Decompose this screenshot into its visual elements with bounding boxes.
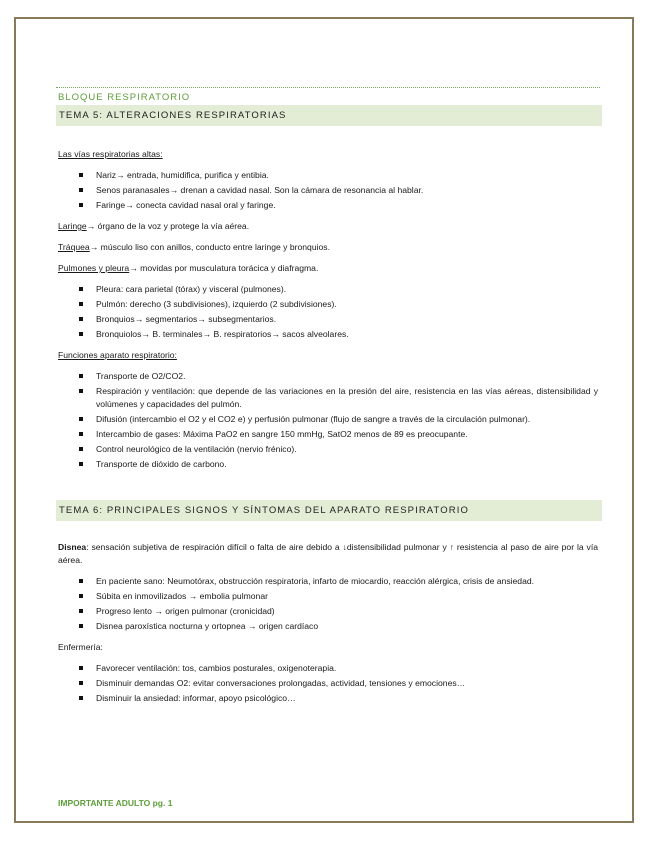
list-item: Disminuir demandas O2: evitar conversaciones prolongadas, actividad, tensiones y emociones… (58, 677, 598, 690)
bullet-icon (79, 287, 83, 291)
pulmones-list (58, 283, 598, 341)
bullet-icon (79, 462, 83, 466)
bullet-icon (79, 579, 83, 583)
list-item: Transporte de dióxido de carbono. (58, 458, 598, 471)
enfermeria-list (58, 662, 598, 705)
list-item: Intercambio de gases: Máxima PaO2 en sangre 150 mmHg, SatO2 menos de 89 es preocupante. (58, 428, 598, 441)
bullet-icon (79, 173, 83, 177)
bullet-icon (79, 681, 83, 685)
bullet-icon (79, 666, 83, 670)
laringe-line: Laringe→ órgano de la voz y protege la vía aérea. (58, 221, 250, 231)
block-label: BLOQUE RESPIRATORIO (58, 92, 191, 103)
vias-list (58, 169, 598, 212)
funciones-list (58, 370, 598, 471)
pulmones-line: Pulmones y pleura→ movidas por musculatura torácica y diafragma. (58, 263, 319, 273)
funciones-heading: Funciones aparato respiratorio: (58, 350, 177, 360)
list-item: Pleura: cara parietal (tórax) y visceral (pulmones). (58, 283, 598, 296)
bullet-icon (79, 317, 83, 321)
disnea-paragraph: Disnea: sensación subjetiva de respiración difícil o falta de aire debido a ↓distensibilidad pulmonar y ↑ resistencia al paso de aire por la vía aérea. (58, 542, 598, 565)
list-item: Pulmón: derecho (3 subdivisiones), izquierdo (2 subdivisiones). (58, 298, 598, 311)
header-divider (56, 87, 600, 88)
list-item: Progreso lento → origen pulmonar (cronicidad) (58, 605, 598, 618)
list-item: Disnea paroxística nocturna y ortopnea → origen cardíaco (58, 620, 598, 633)
tema5-heading: TEMA 5: ALTERACIONES RESPIRATORIAS (56, 105, 602, 126)
bullet-icon (79, 188, 83, 192)
disnea-list (58, 575, 598, 633)
bullet-icon (79, 447, 83, 451)
bullet-icon (79, 432, 83, 436)
list-item: Nariz→ entrada, humidifica, purifica y entibia. (58, 169, 598, 182)
bullet-icon (79, 389, 83, 393)
tema6-heading: TEMA 6: PRINCIPALES SIGNOS Y SÍNTOMAS DEL APARATO RESPIRATORIO (56, 500, 602, 521)
bullet-icon (79, 302, 83, 306)
page-footer: IMPORTANTE ADULTO pg. 1 (58, 798, 173, 808)
enfermeria-heading: Enfermería: (58, 642, 103, 652)
bullet-icon (79, 594, 83, 598)
list-item: Control neurológico de la ventilación (nervio frénico). (58, 443, 598, 456)
list-item: En paciente sano: Neumotórax, obstrucción respiratoria, infarto de miocardio, reacción alérgica, crisis de ansiedad. (58, 575, 598, 588)
list-item: Difusión (intercambio el O2 y el CO2 e) y perfusión pulmonar (flujo de sangre a través de la circulación pulmonar). (58, 413, 598, 426)
vias-heading: Las vías respiratorias altas: (58, 149, 163, 159)
list-item: Bronquiolos→ B. terminales→ B. respiratorios→ sacos alveolares. (58, 328, 598, 341)
list-item: Súbita en inmovilizados → embolia pulmonar (58, 590, 598, 603)
list-item: Bronquios→ segmentarios→ subsegmentarios. (58, 313, 598, 326)
traquea-line: Tráquea→ músculo liso con anillos, conducto entre laringe y bronquios. (58, 242, 330, 252)
bullet-icon (79, 609, 83, 613)
bullet-icon (79, 696, 83, 700)
bullet-icon (79, 624, 83, 628)
list-item: Respiración y ventilación: que depende de las variaciones en la presión del aire, resistencia en las vías aéreas, distensibilidad y volúmenes y capacidades del pulmón. (58, 385, 598, 411)
bullet-icon (79, 203, 83, 207)
list-item: Favorecer ventilación: tos, cambios posturales, oxigenoterapia. (58, 662, 598, 675)
bullet-icon (79, 332, 83, 336)
list-item: Disminuir la ansiedad: informar, apoyo psicológico… (58, 692, 598, 705)
list-item: Faringe→ conecta cavidad nasal oral y faringe. (58, 199, 598, 212)
tema6-content (58, 541, 598, 713)
list-item: Senos paranasales→ drenan a cavidad nasal. Son la cámara de resonancia al hablar. (58, 184, 598, 197)
bullet-icon (79, 417, 83, 421)
list-item: Transporte de O2/CO2. (58, 370, 598, 383)
tema5-content (58, 148, 598, 479)
bullet-icon (79, 374, 83, 378)
